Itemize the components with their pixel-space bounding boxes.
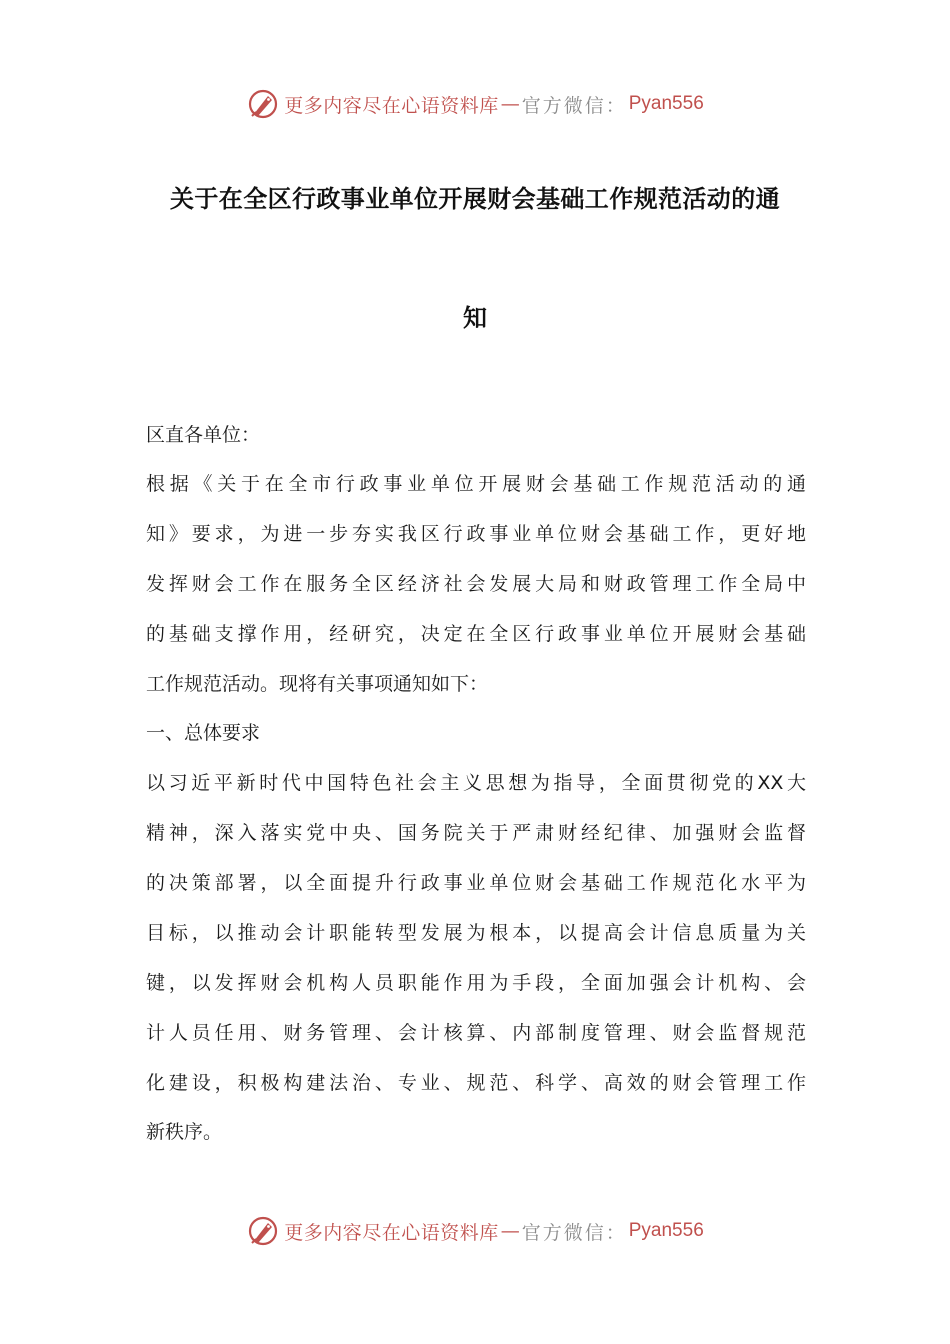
paragraph1-line: 知》要求，为进一步夯实我区行政事业单位财会基础工作，更好地: [146, 523, 806, 545]
watermark-slogan: 更多内容尽在心语资料库: [284, 1221, 499, 1244]
pen-nib-circle-icon: [246, 87, 280, 121]
watermark-banner-top: [0, 84, 950, 124]
pen-nib-circle-icon: [246, 1214, 280, 1248]
document-title-line1: 关于在全区行政事业单位开展财会基础工作规范活动的通: [170, 185, 780, 213]
document-title-line2: 知: [463, 304, 487, 332]
paragraph2-line: 精神，深入落实党中央、国务院关于严肃财经纪律、加强财会监督: [146, 822, 806, 844]
watermark-dash: —: [500, 93, 520, 115]
paragraph2-line: 的决策部署，以全面提升行政事业单位财会基础工作规范化水平为: [146, 872, 806, 894]
watermark-banner-bottom: [0, 1211, 950, 1251]
watermark-wechat-id: Pyan556: [628, 1220, 704, 1241]
paragraph1-line: 发挥财会工作在服务全区经济社会发展大局和财政管理工作全局中: [146, 573, 806, 595]
watermark-wechat-id: Pyan556: [628, 93, 704, 114]
paragraph2-line: 新秩序。: [146, 1121, 223, 1143]
paragraph2-line: 以习近平新时代中国特色社会主义思想为指导，全面贯彻党的XX大: [146, 772, 806, 794]
paragraph1-line: 的基础支撑作用，经研究，决定在全区行政事业单位开展财会基础: [146, 623, 806, 645]
section1-heading: 一、总体要求: [146, 722, 261, 744]
paragraph1-line: 工作规范活动。现将有关事项通知如下：: [146, 673, 489, 695]
paragraph2-line: 化建设，积极构建法治、专业、规范、科学、高效的财会管理工作: [146, 1072, 806, 1094]
paragraph2-line: 键，以发挥财会机构人员职能作用为手段，全面加强会计机构、会: [146, 972, 806, 994]
watermark-wechat-label: 官方微信：: [521, 94, 627, 117]
paragraph2-line: 目标，以推动会计职能转型发展为根本，以提高会计信息质量为关: [146, 922, 806, 944]
watermark-wechat-label: 官方微信：: [521, 1221, 627, 1244]
paragraph1-line: 根据《关于在全市行政事业单位开展财会基础工作规范活动的通: [146, 473, 806, 495]
watermark-slogan: 更多内容尽在心语资料库: [284, 94, 499, 117]
paragraph2-line: 计人员任用、财务管理、会计核算、内部制度管理、财会监督规范: [146, 1022, 806, 1044]
watermark-dash: —: [500, 1220, 520, 1242]
salutation: 区直各单位：: [146, 424, 261, 446]
